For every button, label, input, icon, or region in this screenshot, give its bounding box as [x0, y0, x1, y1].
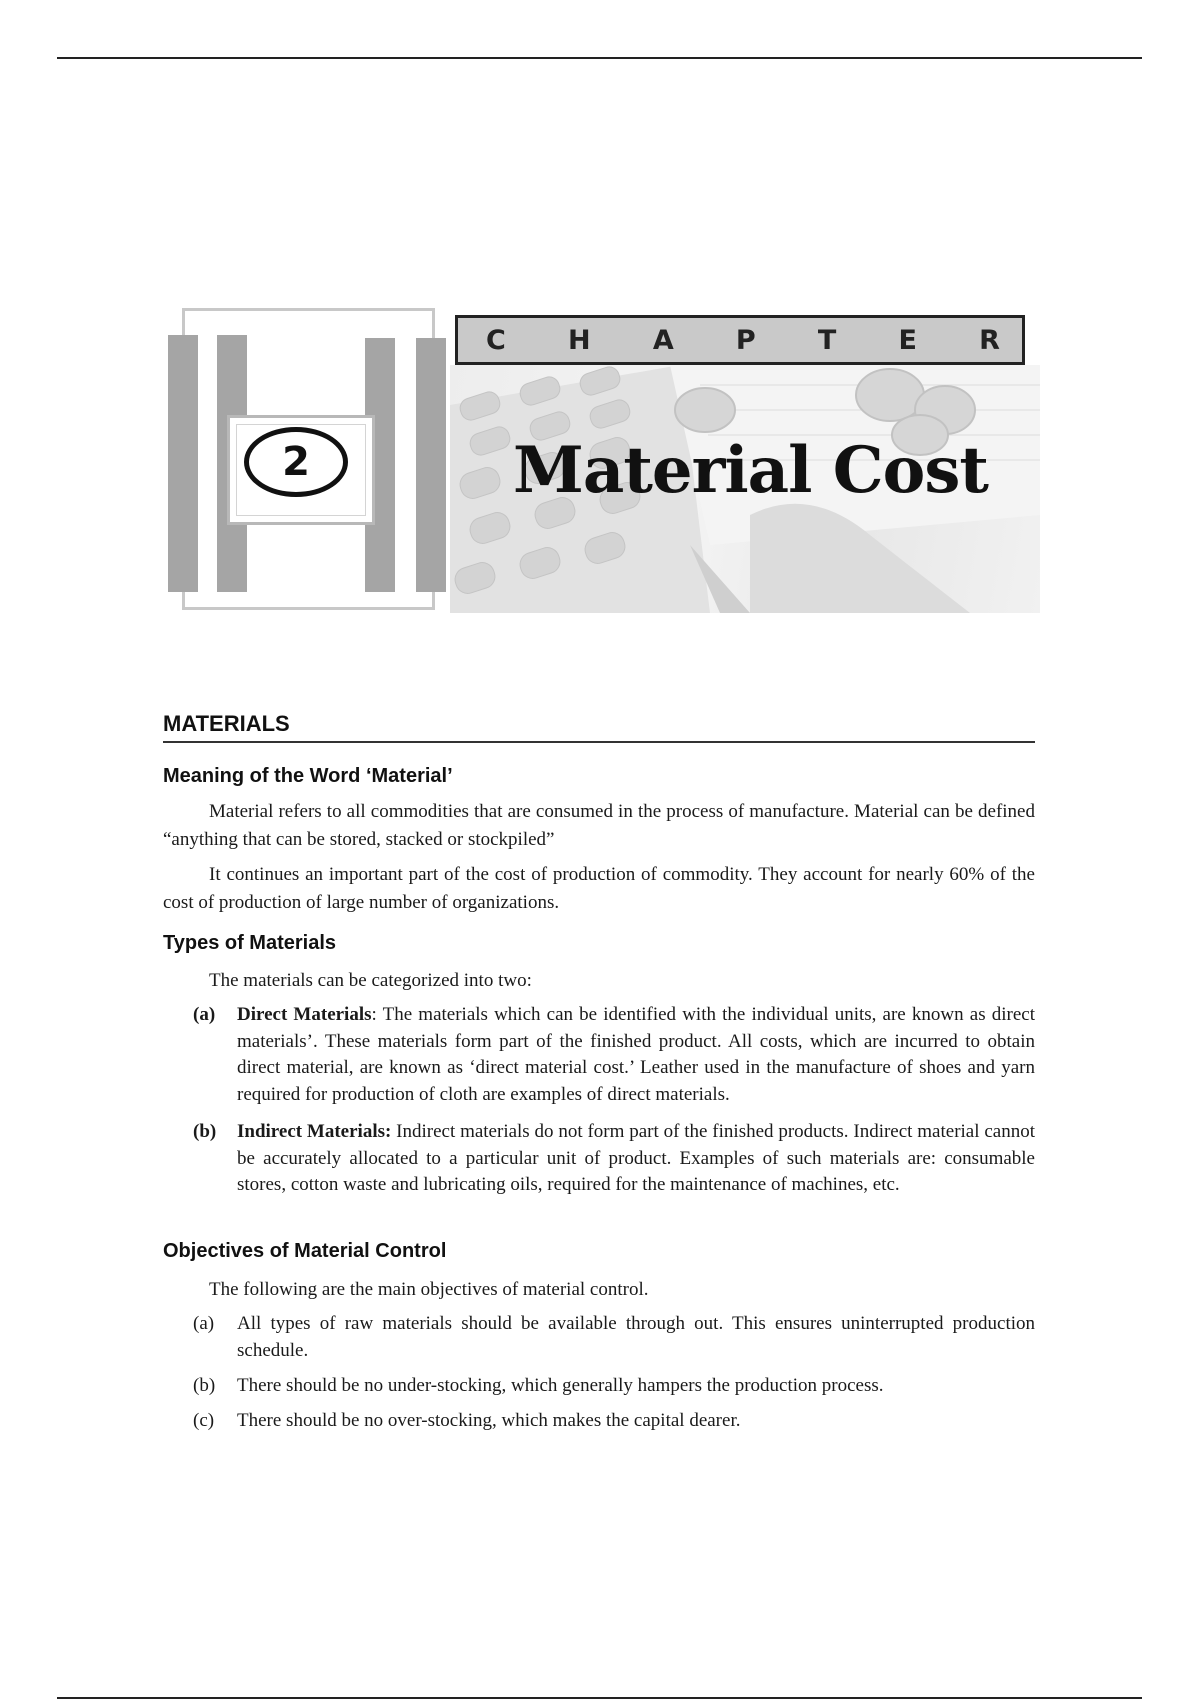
chapter-banner — [165, 305, 1045, 615]
bottom-rule — [57, 1697, 1142, 1699]
paragraph: Material refers to all commodities that are consumed in the process of manufacture. Material can be defined “anything that can be stored, stacked or stockpiled” — [163, 801, 1035, 850]
chapter-label-letter: R — [979, 324, 1000, 356]
list-text: There should be no over-stocking, which makes the capital dearer. — [237, 1410, 741, 1431]
chapter-number: 2 — [244, 427, 348, 497]
top-rule — [57, 57, 1142, 59]
heading-meaning: Meaning of the Word ‘Material’ — [163, 765, 453, 787]
chapter-label-letter: H — [568, 324, 591, 356]
chapter-label — [455, 315, 1025, 365]
list-item — [193, 1373, 1035, 1400]
heading-objectives: Objectives of Material Control — [163, 1240, 447, 1262]
list-marker: (b) — [193, 1121, 217, 1142]
term: Direct Materials — [237, 1004, 372, 1025]
chapter-label-letter: C — [486, 324, 506, 356]
chapter-label-letter: A — [652, 324, 674, 356]
list-item — [193, 1311, 1035, 1365]
term-definition: Indirect materials do not form part of the finished products. Indirect material cannot be accurately allocated to a particular unit of product. Examples of such materials are: consumable stores, cotton waste and lubricating oils, required for the maintenance of machines, etc. — [237, 1121, 1035, 1195]
list-item — [193, 1002, 1035, 1112]
list-item — [193, 1119, 1035, 1229]
list-marker: (c) — [193, 1410, 215, 1431]
chapter-label-letter: T — [817, 324, 837, 356]
chapter-title: Material Cost — [513, 433, 988, 508]
list-text: There should be no under-stocking, which generally hampers the production process. — [237, 1375, 884, 1396]
list-marker: (b) — [193, 1375, 216, 1396]
heading-types: Types of Materials — [163, 932, 337, 954]
paragraph-intro: The materials can be categorized into two: — [209, 970, 532, 991]
chapter-label-letter: P — [735, 324, 756, 356]
list-marker: (a) — [193, 1313, 215, 1334]
chapter-label-letter: E — [898, 324, 917, 356]
term-definition: : The materials which can be identified with the individual units, are known as direct materials’. These materials form part of the finished product. All costs, which are incurred to obtain direct material, are known as ‘direct material cost.’ Leather used in the manufacture of shoes and yarn required for production of cloth are examples of direct materials. — [237, 1004, 1035, 1105]
decorative-bar — [168, 335, 198, 592]
decorative-bar — [416, 338, 446, 592]
section-heading-materials: MATERIALS — [163, 711, 1035, 743]
paragraph-intro: The following are the main objectives of material control. — [209, 1279, 649, 1300]
list-text: All types of raw materials should be available through out. This ensures uninterrupted production schedule. — [237, 1313, 1035, 1361]
list-marker: (a) — [193, 1004, 216, 1025]
paragraph: It continues an important part of the cost of production of commodity. They account for nearly 60% of the cost of production of large number of organizations. — [163, 864, 1035, 913]
term: Indirect Materials: — [237, 1121, 392, 1142]
list-item — [193, 1408, 1035, 1435]
